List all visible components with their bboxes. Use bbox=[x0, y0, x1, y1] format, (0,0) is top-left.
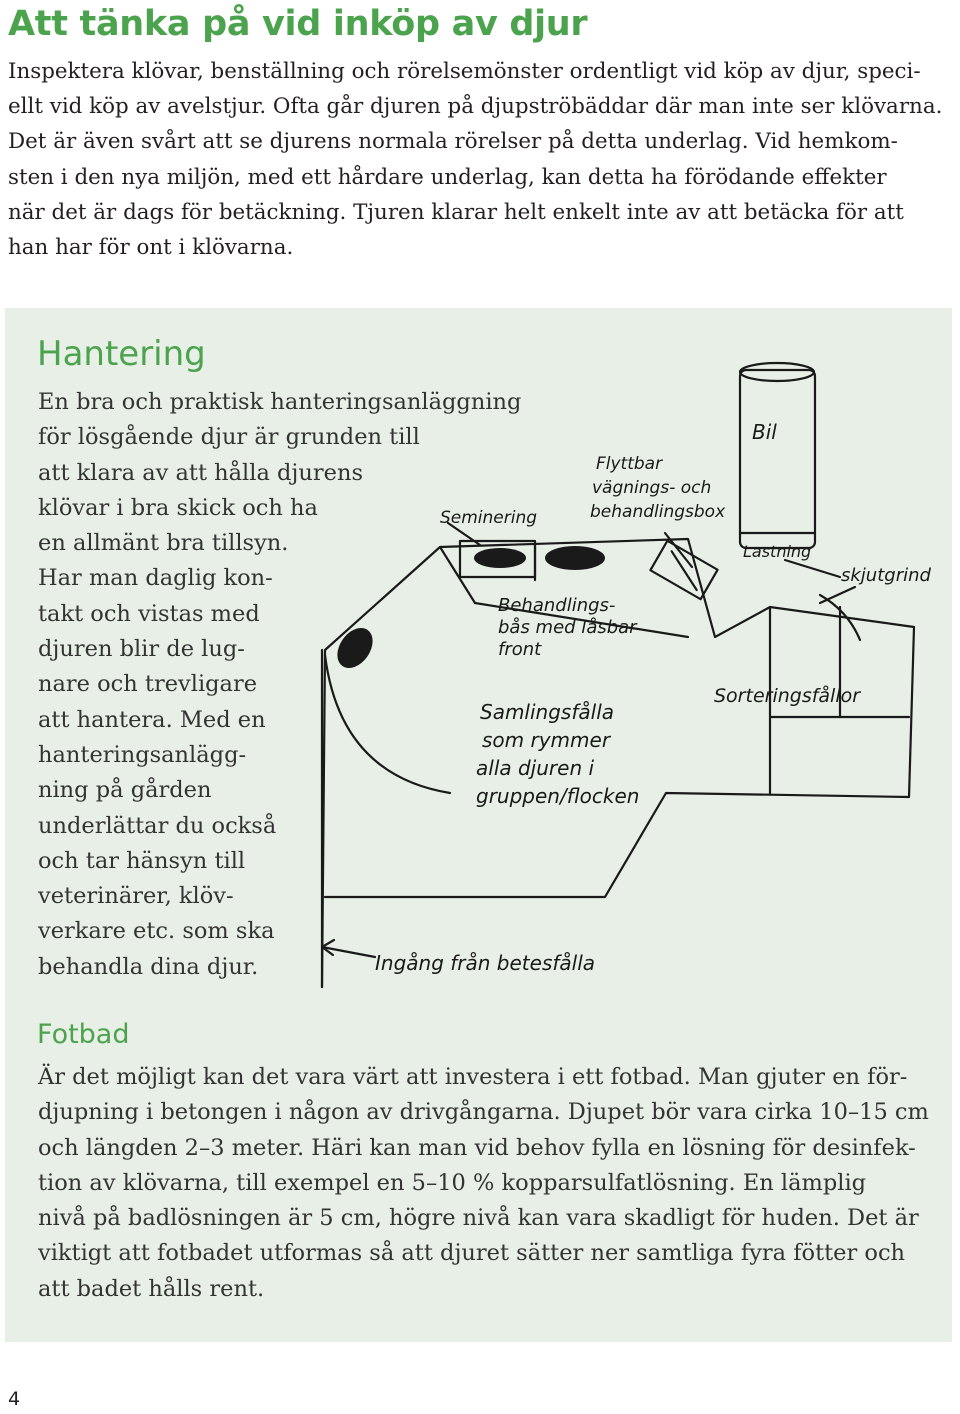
hantering-line: Har man daglig kon- bbox=[38, 565, 273, 592]
hantering-line: takt och vistas med bbox=[38, 600, 260, 627]
hantering-line: för lösgående djur är grunden till bbox=[38, 424, 420, 451]
fotbad-paragraph bbox=[38, 1060, 928, 1307]
skjutgrind-label: skjutgrind bbox=[841, 565, 931, 586]
lastning-arrow bbox=[785, 560, 840, 577]
fotbad-line: viktigt att fotbadet utformas så att djuret sätter ner samtliga fyra fötter och bbox=[38, 1240, 906, 1267]
truck-outline bbox=[740, 370, 815, 548]
hantering-line: att hantera. Med en bbox=[38, 706, 266, 733]
page-title: Att tänka på vid inköp av djur bbox=[8, 4, 588, 44]
bil-label: Bil bbox=[752, 420, 777, 444]
intro-paragraph bbox=[8, 54, 952, 265]
fotbad-heading: Fotbad bbox=[37, 1019, 130, 1050]
hantering-line: ning på gården bbox=[38, 777, 212, 804]
hantering-line: veterinärer, klöv- bbox=[38, 883, 234, 910]
box-label-line: Flyttbar bbox=[596, 454, 663, 474]
hantering-line: verkare etc. som ska bbox=[38, 918, 275, 945]
samlingsfalla-label-line: gruppen/flocken bbox=[476, 784, 640, 808]
hantering-line: att klara av att hålla djurens bbox=[38, 459, 363, 486]
cattle-icon bbox=[330, 621, 380, 674]
cattle-icon bbox=[545, 546, 605, 570]
hantering-line: En bra och praktisk hanteringsanläggning bbox=[38, 389, 522, 415]
intro-line: Inspektera klövar, benställning och rörelsemönster ordentligt vid köp av djur, speci- bbox=[8, 59, 921, 84]
intro-line: han har för ont i klövarna. bbox=[8, 235, 294, 261]
gate-swing-arc bbox=[325, 655, 450, 793]
seminering-label: Seminering bbox=[440, 508, 538, 528]
hantering-line: och tar hänsyn till bbox=[38, 847, 246, 874]
hantering-line: hanteringsanlägg- bbox=[38, 741, 247, 768]
ingang-label: Ingång från betesfålla bbox=[375, 951, 596, 975]
page-number: 4 bbox=[8, 1388, 21, 1410]
lastning-label: Lastning bbox=[743, 542, 812, 561]
fotbad-line: nivå på badlösningen är 5 cm, högre nivå kan vara skadligt för huden. Det är bbox=[38, 1205, 919, 1232]
intro-line: när det är dags för betäckning. Tjuren klarar helt enkelt inte av att betäcka för att bbox=[8, 199, 904, 225]
behandlingsbas-label-line: bås med låsbar bbox=[498, 617, 637, 638]
sorteringsfallor-label: Sorteringsfållor bbox=[714, 685, 861, 707]
handling-facility-diagram bbox=[300, 355, 952, 1000]
fotbad-line: och längden 2–3 meter. Häri kan man vid behov fylla en lösning för desinfek- bbox=[38, 1134, 916, 1161]
box-label-line: behandlingsbox bbox=[590, 502, 726, 522]
intro-line: sten i den nya miljön, med ett hårdare underlag, kan detta ha förödande effekter bbox=[8, 164, 887, 190]
skjutgrind-arrow bbox=[820, 587, 855, 603]
fotbad-line: djupning i betongen i någon av drivgångarna. Djupet bör vara cirka 10–15 cm bbox=[38, 1099, 929, 1126]
behandlingsbas-label-line: front bbox=[498, 639, 542, 660]
hantering-line: en allmänt bra tillsyn. bbox=[38, 530, 289, 557]
samlingsfalla-label-line: Samlingsfålla bbox=[480, 700, 615, 724]
behandlingsbas-label-line: Behandlings- bbox=[498, 595, 616, 616]
box-label-line: vägnings- och bbox=[592, 478, 712, 498]
truck-top bbox=[740, 363, 814, 381]
hantering-line: klövar i bra skick och ha bbox=[38, 494, 318, 521]
hantering-line: behandla dina djur. bbox=[38, 953, 259, 980]
fotbad-line: tion av klövarna, till exempel en 5–10 % kopparsulfatlösning. En lämplig bbox=[38, 1169, 867, 1196]
hantering-line: djuren blir de lug- bbox=[38, 636, 245, 663]
hantering-line: underlättar du också bbox=[38, 812, 277, 839]
fotbad-line: att badet hålls rent. bbox=[38, 1275, 265, 1302]
intro-line: Det är även svårt att se djurens normala rörelser på detta underlag. Vid hemkom- bbox=[8, 129, 898, 155]
hantering-line: nare och trevligare bbox=[38, 671, 258, 698]
hantering-heading: Hantering bbox=[37, 334, 206, 374]
intro-line: ellt vid köp av avelstjur. Ofta går djuren på djupströbäddar där man inte ser klövarna. bbox=[8, 94, 943, 120]
fotbad-line: Är det möjligt kan det vara värt att investera i ett fotbad. Man gjuter en för- bbox=[38, 1064, 908, 1090]
facility-outline bbox=[322, 539, 914, 987]
samlingsfalla-label-line: alla djuren i bbox=[476, 756, 595, 780]
samlingsfalla-label-line: som rymmer bbox=[482, 728, 611, 752]
wall-line bbox=[440, 547, 475, 603]
cattle-icon bbox=[474, 548, 526, 568]
